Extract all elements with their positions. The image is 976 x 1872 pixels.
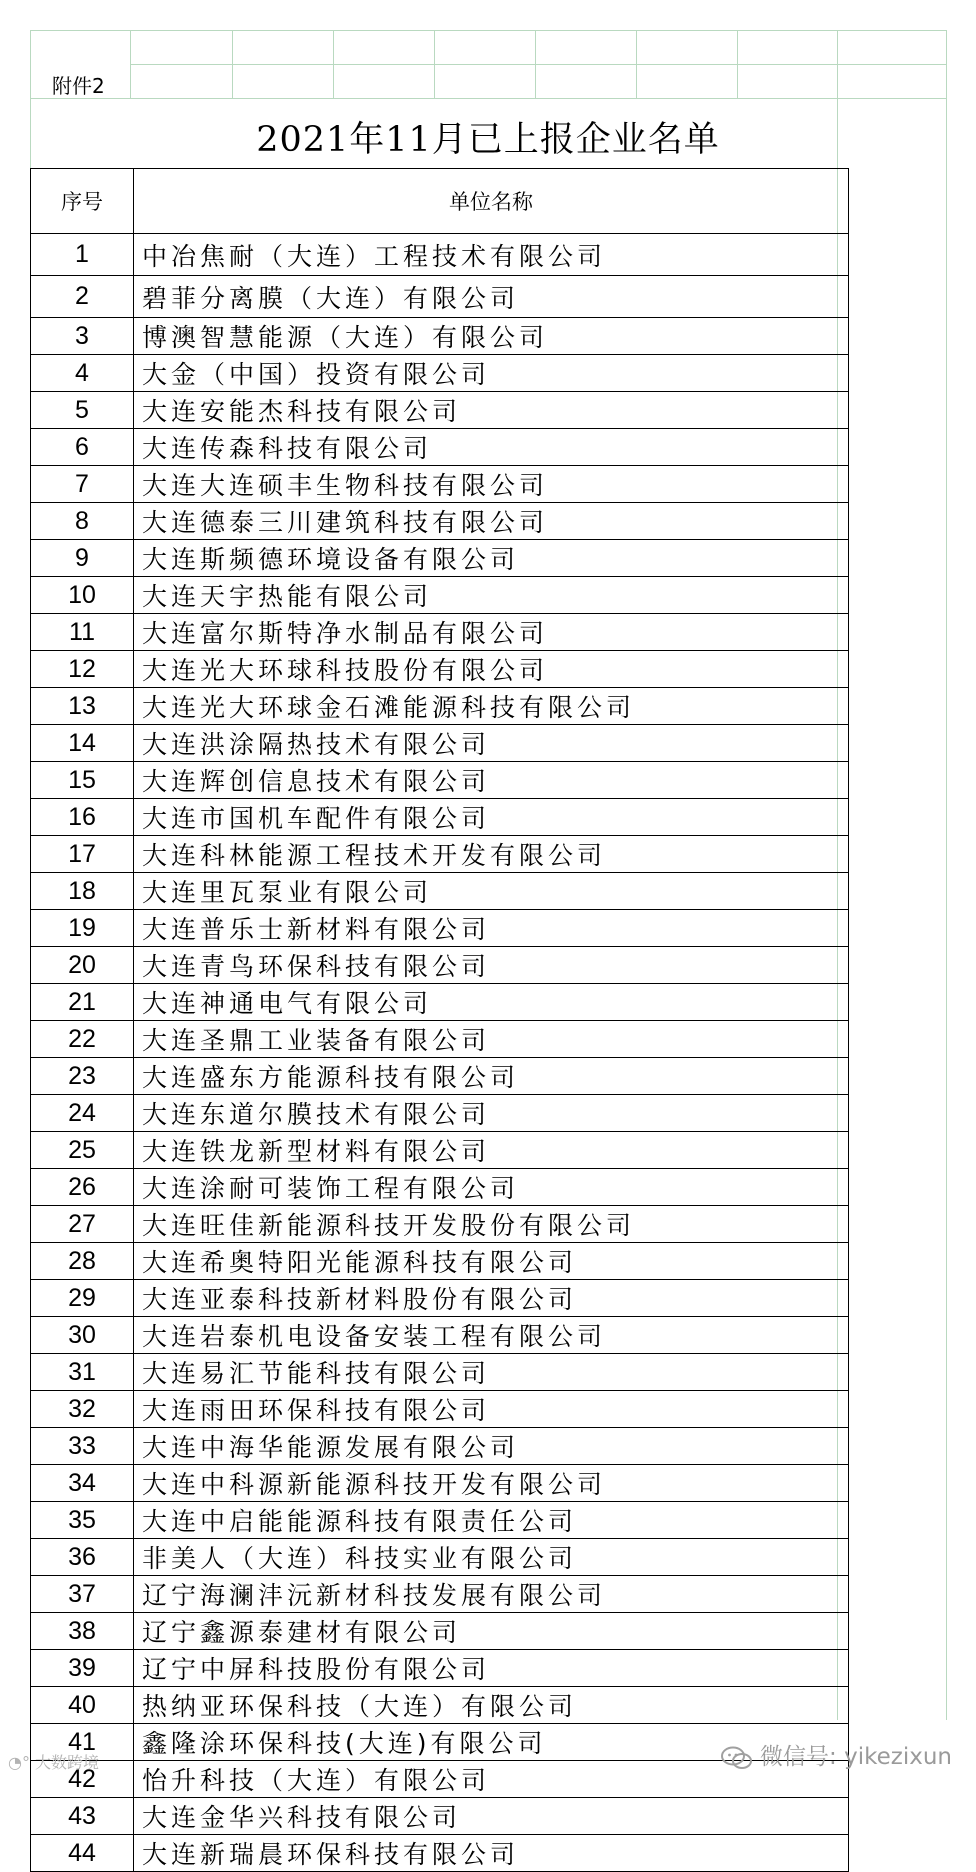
company-name: 大连光大环球金石滩能源科技有限公司 xyxy=(134,688,849,725)
row-index: 44 xyxy=(31,1835,134,1872)
company-name: 大连青鸟环保科技有限公司 xyxy=(134,947,849,984)
row-index: 23 xyxy=(31,1058,134,1095)
source-watermark-text: 大数跨境 xyxy=(35,1753,100,1772)
company-name: 大连旺佳新能源科技开发股份有限公司 xyxy=(134,1206,849,1243)
row-index: 26 xyxy=(31,1169,134,1206)
row-index: 32 xyxy=(31,1391,134,1428)
table-row xyxy=(31,540,849,577)
wechat-watermark xyxy=(720,1738,952,1771)
row-index: 8 xyxy=(31,503,134,540)
table-row xyxy=(31,1169,849,1206)
table-row xyxy=(31,1058,849,1095)
grid-line xyxy=(636,30,637,98)
row-index: 43 xyxy=(31,1798,134,1835)
company-name: 大连普乐士新材料有限公司 xyxy=(134,910,849,947)
company-name: 大连斯频德环境设备有限公司 xyxy=(134,540,849,577)
table-row xyxy=(31,762,849,799)
table-row xyxy=(31,1502,849,1539)
row-index: 12 xyxy=(31,651,134,688)
company-name: 大连神通电气有限公司 xyxy=(134,984,849,1021)
row-index: 31 xyxy=(31,1354,134,1391)
table-row xyxy=(31,1243,849,1280)
table-row xyxy=(31,503,849,540)
table-row xyxy=(31,1428,849,1465)
table-row xyxy=(31,577,849,614)
company-name: 鑫隆涂环保科技(大连)有限公司 xyxy=(134,1724,849,1761)
row-index: 30 xyxy=(31,1317,134,1354)
grid-line xyxy=(130,64,946,65)
row-index: 17 xyxy=(31,836,134,873)
attachment-label: 附件2 xyxy=(52,74,105,98)
company-name: 大连光大环球科技股份有限公司 xyxy=(134,651,849,688)
grid-line xyxy=(333,30,334,98)
company-name: 中冶焦耐（大连）工程技术有限公司 xyxy=(134,234,849,276)
grid-line xyxy=(737,30,738,98)
grid-line xyxy=(535,30,536,98)
row-index: 1 xyxy=(31,234,134,276)
company-name: 大连中海华能源发展有限公司 xyxy=(134,1428,849,1465)
table-row xyxy=(31,910,849,947)
table-row xyxy=(31,1391,849,1428)
source-watermark xyxy=(8,1750,99,1773)
table-row xyxy=(31,614,849,651)
company-name: 辽宁中屏科技股份有限公司 xyxy=(134,1650,849,1687)
company-name: 大连洪涂隔热技术有限公司 xyxy=(134,725,849,762)
table-row xyxy=(31,1835,849,1872)
table-row xyxy=(31,234,849,276)
company-name: 大连中启能能源科技有限责任公司 xyxy=(134,1502,849,1539)
company-name: 大连盛东方能源科技有限公司 xyxy=(134,1058,849,1095)
company-name: 大连希奥特阳光能源科技有限公司 xyxy=(134,1243,849,1280)
company-name: 大连传森科技有限公司 xyxy=(134,429,849,466)
table-row xyxy=(31,873,849,910)
company-name: 大连中科源新能源科技开发有限公司 xyxy=(134,1465,849,1502)
row-index: 37 xyxy=(31,1576,134,1613)
row-index: 36 xyxy=(31,1539,134,1576)
table-row xyxy=(31,1354,849,1391)
row-index: 9 xyxy=(31,540,134,577)
table-row xyxy=(31,1317,849,1354)
table-row xyxy=(31,1095,849,1132)
company-name: 大连铁龙新型材料有限公司 xyxy=(134,1132,849,1169)
table-row xyxy=(31,836,849,873)
company-name: 大连新瑞晨环保科技有限公司 xyxy=(134,1835,849,1872)
company-name: 大连里瓦泵业有限公司 xyxy=(134,873,849,910)
row-index: 15 xyxy=(31,762,134,799)
row-index: 41 xyxy=(31,1724,134,1761)
row-index: 19 xyxy=(31,910,134,947)
company-name: 热纳亚环保科技（大连）有限公司 xyxy=(134,1687,849,1724)
table-row xyxy=(31,318,849,355)
company-name: 博澳智慧能源（大连）有限公司 xyxy=(134,318,849,355)
row-index: 39 xyxy=(31,1650,134,1687)
table-row xyxy=(31,1798,849,1835)
page-title: 2021年11月已上报企业名单 xyxy=(256,120,720,160)
table-row xyxy=(31,1687,849,1724)
table-row xyxy=(31,429,849,466)
company-name: 大连富尔斯特净水制品有限公司 xyxy=(134,614,849,651)
wechat-id-text: 微信号: yikezixun xyxy=(760,1744,952,1770)
table-row xyxy=(31,1576,849,1613)
row-index: 25 xyxy=(31,1132,134,1169)
company-name: 大连雨田环保科技有限公司 xyxy=(134,1391,849,1428)
table-row xyxy=(31,947,849,984)
row-index: 16 xyxy=(31,799,134,836)
table-row xyxy=(31,392,849,429)
company-name: 大金（中国）投资有限公司 xyxy=(134,355,849,392)
row-index: 27 xyxy=(31,1206,134,1243)
row-index: 13 xyxy=(31,688,134,725)
company-table xyxy=(30,168,849,1872)
table-row xyxy=(31,799,849,836)
grid-line xyxy=(30,98,946,99)
table-row xyxy=(31,1539,849,1576)
row-index: 7 xyxy=(31,466,134,503)
company-name: 大连天宇热能有限公司 xyxy=(134,577,849,614)
row-index: 10 xyxy=(31,577,134,614)
company-name: 大连亚泰科技新材料股份有限公司 xyxy=(134,1280,849,1317)
column-header-index: 序号 xyxy=(31,169,134,234)
grid-line xyxy=(130,30,131,98)
row-index: 42 xyxy=(31,1761,134,1798)
row-index: 11 xyxy=(31,614,134,651)
row-index: 35 xyxy=(31,1502,134,1539)
row-index: 21 xyxy=(31,984,134,1021)
table-row xyxy=(31,276,849,318)
table-row xyxy=(31,1650,849,1687)
company-name: 大连金华兴科技有限公司 xyxy=(134,1798,849,1835)
company-name: 辽宁鑫源泰建材有限公司 xyxy=(134,1613,849,1650)
company-name: 大连市国机车配件有限公司 xyxy=(134,799,849,836)
table-row xyxy=(31,651,849,688)
company-name: 大连东道尔膜技术有限公司 xyxy=(134,1095,849,1132)
company-name: 大连圣鼎工业装备有限公司 xyxy=(134,1021,849,1058)
table-row xyxy=(31,1613,849,1650)
row-index: 34 xyxy=(31,1465,134,1502)
row-index: 38 xyxy=(31,1613,134,1650)
row-index: 40 xyxy=(31,1687,134,1724)
company-name: 大连德泰三川建筑科技有限公司 xyxy=(134,503,849,540)
table-row xyxy=(31,1021,849,1058)
table-row xyxy=(31,355,849,392)
company-name: 辽宁海澜沣沅新材科技发展有限公司 xyxy=(134,1576,849,1613)
company-name: 碧菲分离膜（大连）有限公司 xyxy=(134,276,849,318)
grid-line xyxy=(434,30,435,98)
row-index: 33 xyxy=(31,1428,134,1465)
row-index: 2 xyxy=(31,276,134,318)
row-index: 28 xyxy=(31,1243,134,1280)
company-name: 大连安能杰科技有限公司 xyxy=(134,392,849,429)
table-row xyxy=(31,688,849,725)
row-index: 18 xyxy=(31,873,134,910)
table-body xyxy=(31,234,849,1872)
row-index: 29 xyxy=(31,1280,134,1317)
table-row xyxy=(31,466,849,503)
company-name: 大连易汇节能科技有限公司 xyxy=(134,1354,849,1391)
table-header-row xyxy=(31,169,849,234)
grid-line xyxy=(946,30,947,1720)
row-index: 14 xyxy=(31,725,134,762)
table-row xyxy=(31,725,849,762)
column-header-name: 单位名称 xyxy=(134,169,849,234)
row-index: 20 xyxy=(31,947,134,984)
row-index: 5 xyxy=(31,392,134,429)
grid-line xyxy=(30,30,946,31)
wechat-icon xyxy=(720,1746,754,1770)
table-row xyxy=(31,1465,849,1502)
company-name: 大连辉创信息技术有限公司 xyxy=(134,762,849,799)
company-name: 非美人（大连）科技实业有限公司 xyxy=(134,1539,849,1576)
row-index: 22 xyxy=(31,1021,134,1058)
table-row xyxy=(31,1132,849,1169)
company-name: 大连涂耐可装饰工程有限公司 xyxy=(134,1169,849,1206)
row-index: 24 xyxy=(31,1095,134,1132)
table-row xyxy=(31,1206,849,1243)
table-row xyxy=(31,1280,849,1317)
company-name: 大连大连硕丰生物科技有限公司 xyxy=(134,466,849,503)
company-name: 大连岩泰机电设备安装工程有限公司 xyxy=(134,1317,849,1354)
company-name: 大连科林能源工程技术开发有限公司 xyxy=(134,836,849,873)
logo-icon: ◔° xyxy=(8,1753,36,1772)
row-index: 3 xyxy=(31,318,134,355)
row-index: 6 xyxy=(31,429,134,466)
company-name: 怡升科技（大连）有限公司 xyxy=(134,1761,849,1798)
table-row xyxy=(31,984,849,1021)
row-index: 4 xyxy=(31,355,134,392)
grid-line xyxy=(232,30,233,98)
